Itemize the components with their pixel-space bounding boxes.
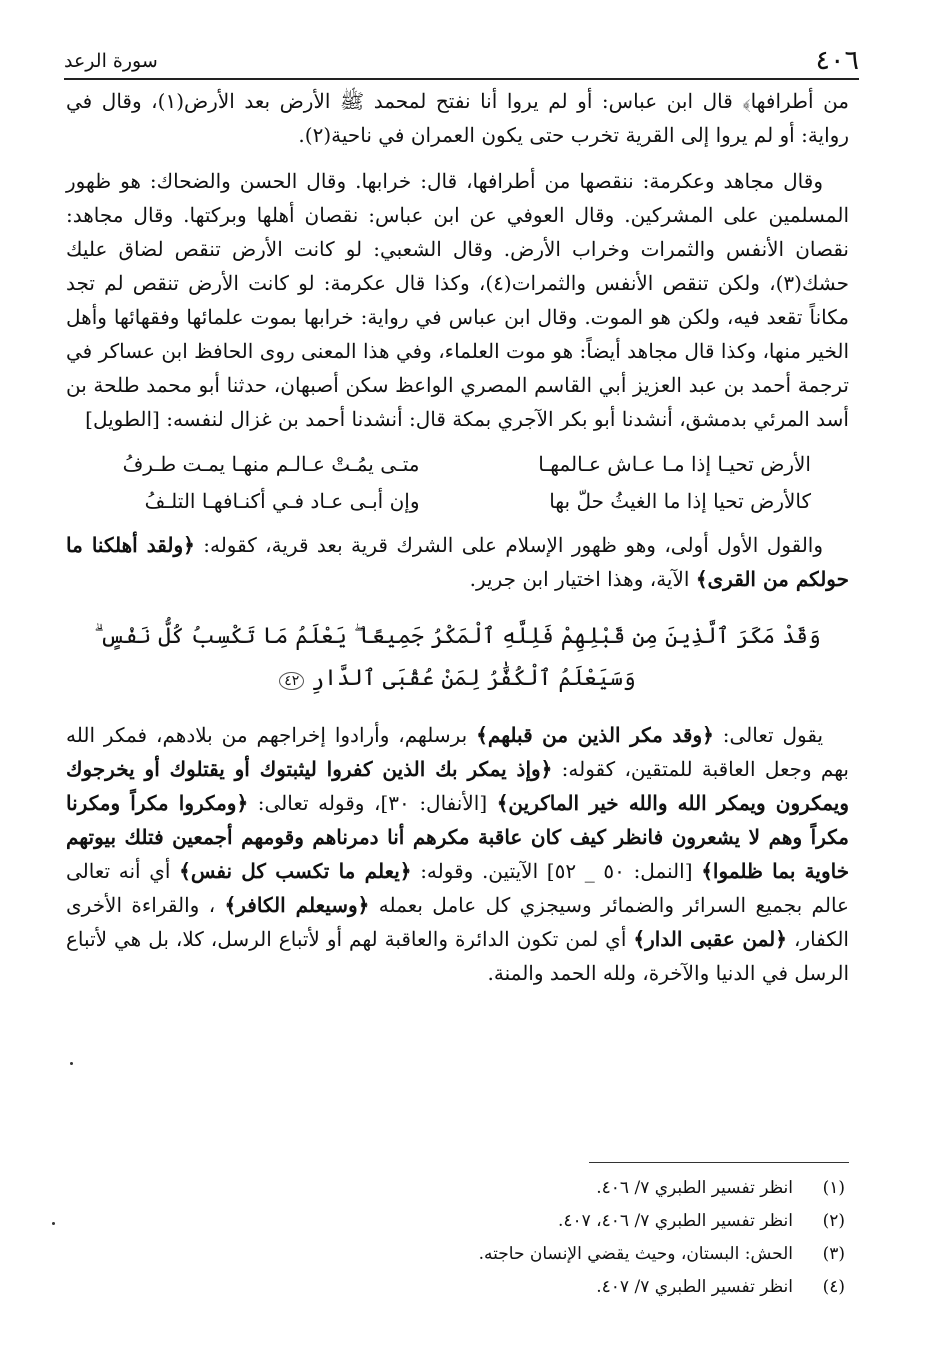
paragraph-3 <box>66 528 849 596</box>
quran-quote: ﴿وإذ يمكر بك الذين كفروا ليثبتوك أو يقتلوك أو يخرجوك ويمكرون ويمكر الله والله خير الماكرين﴾ <box>66 757 850 815</box>
poem <box>86 446 811 520</box>
footnote-item <box>66 1271 845 1304</box>
quran-quote: ﴿لمن عقبى الدار﴾ <box>633 927 787 951</box>
quran-verse: وَقَدْ مَكَرَ ٱلَّذِينَ مِن قَبْلِهِمْ فَلِلَّهِ ٱلْمَكْرُ جَمِيعًا ۖ يَعْلَمُ مَا تَكْسِبُ كُلُّ نَفْسٍ ۗ وَسَيَعْلَمُ ٱلْكُفَّٰرُ لِمَنْ عُقْبَى ٱلدَّارِ <box>94 624 821 691</box>
header-rule <box>64 78 859 80</box>
footnote-rule <box>589 1162 849 1163</box>
poem-line-2-second-hemistich: وإن أبـى عـاد فـي أكنـافهـا التلـفُ <box>144 489 420 513</box>
p4-segment: أي لمن تكون الدائرة والعاقبة لهم أو لأتباع الرسل، كلا، بل هي لأتباع الرسل في الدنيا والآخرة، ولله الحمد والمنة. <box>66 927 849 985</box>
poem-line-1 <box>86 446 811 483</box>
footnote-text: انظر تفسير الطبري ٧/ ٤٠٦. <box>596 1178 793 1198</box>
p4-segment: برسلهم، وأرادوا إخراجهم من بلادهم، فمكر الله بهم وجعل العاقبة للمتقين، كقوله: <box>66 723 849 781</box>
surah-title: سورة الرعد <box>64 50 158 72</box>
quran-quote: ﴿يعلم ما تكسب كل نفس﴾ <box>179 859 412 883</box>
poem-line-2 <box>86 483 811 520</box>
footnote-item <box>66 1238 845 1271</box>
quran-quote: ﴿وقد مكر الذين من قبلهم﴾ <box>476 723 714 747</box>
footnote-number: (١) <box>822 1178 845 1198</box>
quran-quote: ﴿ومكروا مكراً ومكرنا مكراً وهم لا يشعرون فانظر كيف كان عاقبة مكرهم أنا دمرناهم وقومهم أجمعين فتلك بيوتهم خاوية بما ظلموا﴾ <box>66 791 850 883</box>
footnotes <box>66 1172 845 1304</box>
p4-segment: أي أنه تعالى عالم بجميع السرائر والضمائر وسيجزي كل عامل بعمله <box>66 859 849 917</box>
p4-segment: [النمل: ٥٠ _ ٥٢] الآيتين. وقوله: <box>420 859 693 883</box>
footnote-item <box>66 1205 845 1238</box>
scan-speck <box>70 1062 73 1065</box>
footnote-text: انظر تفسير الطبري ٧/ ٤٠٦، ٤٠٧. <box>557 1211 793 1231</box>
paragraph-1: من أطرافها﴾ قال ابن عباس: أو لم يروا أنا نفتح لمحمد ﷺ الأرض بعد الأرض(١)، وقال في رواية: أو لم يروا إلى القرية تخرب حتى يكون العمران في ناحية(٢). <box>66 89 850 147</box>
page-header <box>64 42 859 76</box>
p4-segment: ، والقراءة الأخرى الكفار، <box>66 893 849 951</box>
page-number: ٤٠٦ <box>815 45 859 76</box>
footnote-number: (٢) <box>822 1211 845 1231</box>
paragraph-2: وقال مجاهد وعكرمة: ننقصها من أطرافها، قال: خرابها. وقال الحسن والضحاك: هو ظهور المسلمين على المشركين. وقال العوفي عن ابن عباس: نقصان أهلها وبركتها. وقال مجاهد: نقصان الأنفس والثمرات وخراب الأرض. وقال الشعبي: لو كانت الأرض تنقص لضاق عليك حشك(٣)، ولكن تنقص الأنفس والثمرات(٤)، وكذا قال عكرمة: لو كانت الأرض تنقص لم تجد مكاناً تقعد فيه، ولكن هو الموت. وقال ابن عباس في رواية: خرابها بموت علمائها وفقهائها وأهل الخير منها، وكذا قال مجاهد أيضاً: هو موت العلماء، وفي هذا المعنى روى الحافظ ابن عساكر في ترجمة أحمد بن عبد العزيز أبي القاسم المصري الواعظ سكن أصبهان، حدثنا أبو محمد طلحة بن أسد المرئي بدمشق، أنشدنا أبو بكر الآجري بمكة قال: أنشدنا أحمد بن غزال لنفسه: [الطويل] <box>66 169 850 431</box>
quran-verse-block <box>66 616 849 702</box>
footnote-item <box>66 1172 845 1205</box>
poem-line-1-second-hemistich: متـى يمُـتْ عـالـم منهـا يمـت طـرفُ <box>122 452 420 476</box>
paragraph-4 <box>66 718 849 990</box>
paragraph-3-end: الآية، وهذا اختيار ابن جرير. <box>469 567 690 591</box>
footnote-number: (٣) <box>822 1244 845 1264</box>
main-text <box>66 84 849 990</box>
p4-segment: [الأنفال: ٣٠]، وقوله تعالى: <box>257 791 488 815</box>
footnote-number: (٤) <box>822 1277 845 1297</box>
poem-line-2-first-hemistich: كالأرض تحيا إذا ما الغيثُ حلّ بها <box>549 489 811 513</box>
poem-line-1-first-hemistich: الأرض تحيـا إذا مـا عـاش عـالمهـا <box>538 452 811 476</box>
footnote-text: انظر تفسير الطبري ٧/ ٤٠٧. <box>596 1277 793 1297</box>
scan-speck <box>52 1222 55 1225</box>
verse-number-marker: ٤٢ <box>279 672 304 690</box>
p4-segment: يقول تعالى: <box>722 723 824 747</box>
quran-quote: ﴿ولقد أهلكنا ما حولكم من القرى﴾ <box>66 533 849 591</box>
paragraph-3-text: والقول الأول أولى، وهو ظهور الإسلام على الشرك قرية بعد قرية، كقوله: <box>203 533 824 557</box>
footnote-text: الحش: البستان، وحيث يقضي الإنسان حاجته. <box>478 1244 793 1264</box>
quran-quote: ﴿وسيعلم الكافر﴾ <box>224 893 370 917</box>
